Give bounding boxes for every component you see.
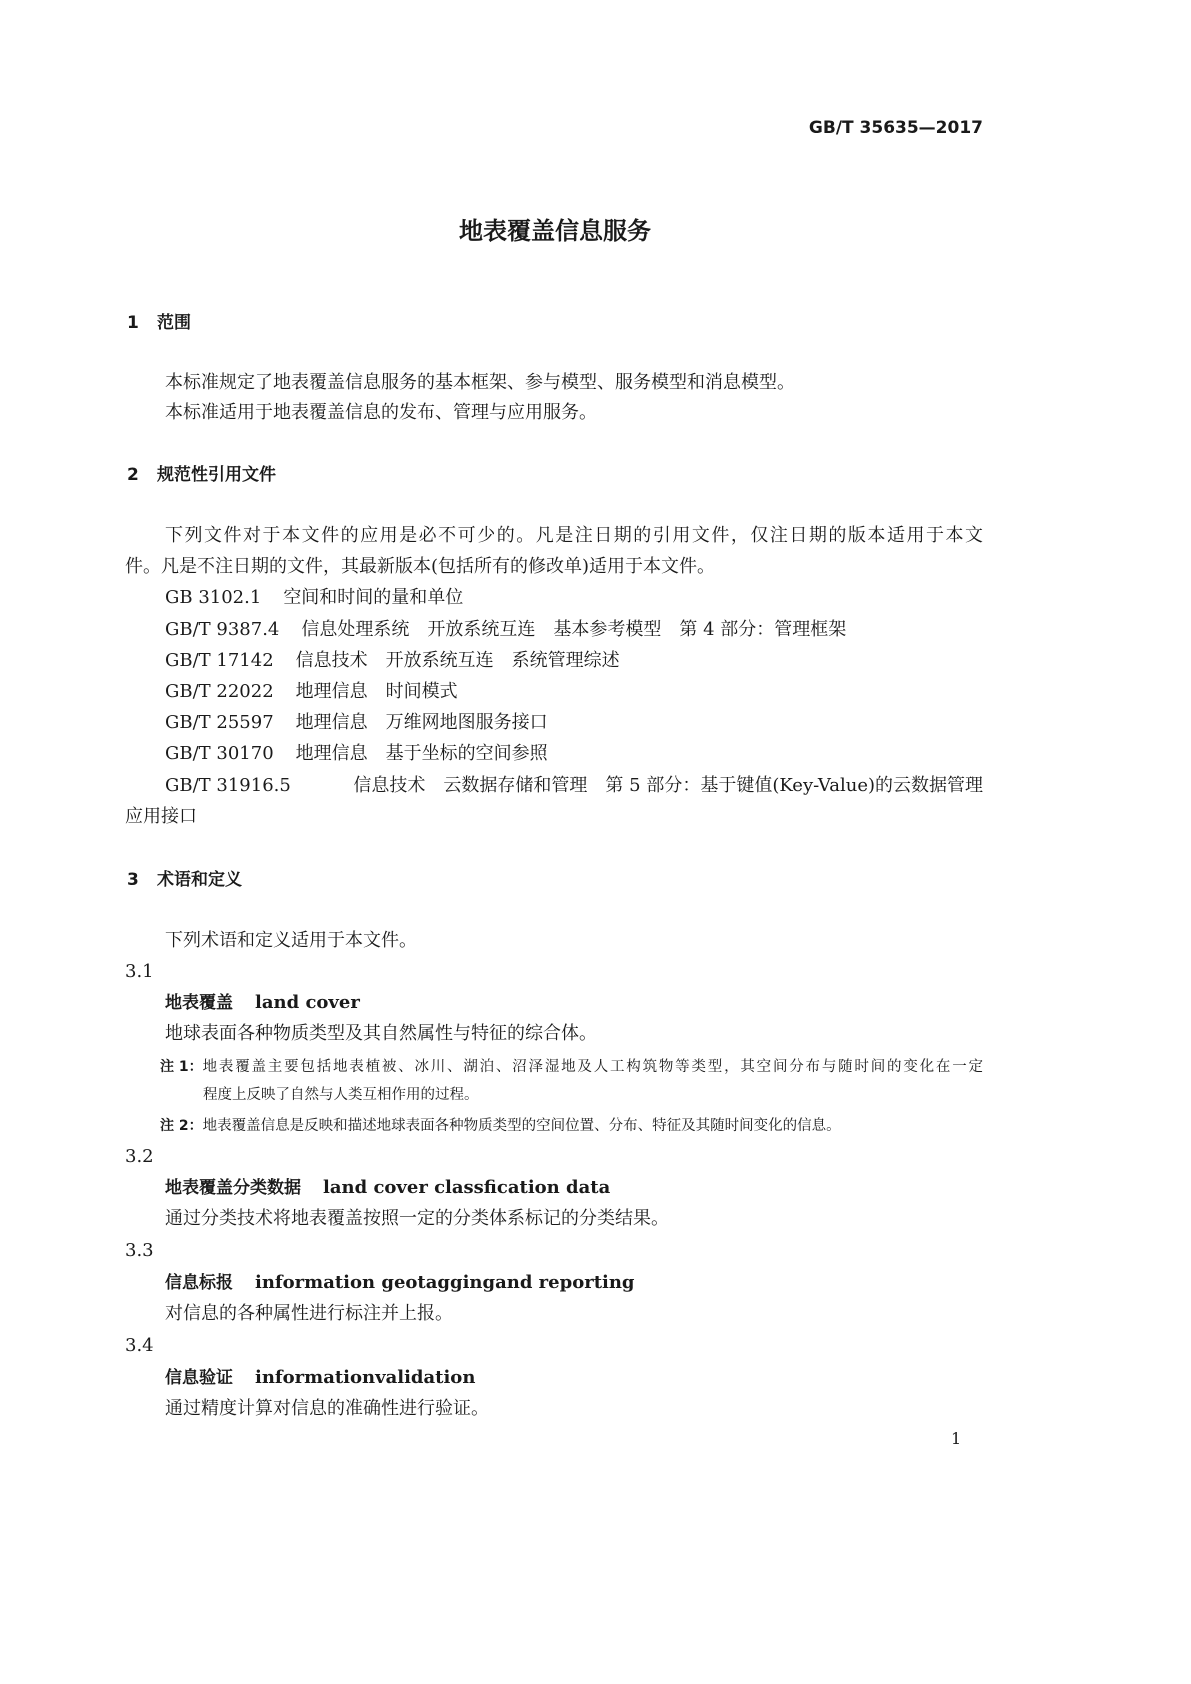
note-label: 注 2： [160, 1118, 203, 1134]
reference-item [165, 681, 458, 703]
term-en: land cover classfication data [323, 1177, 611, 1198]
note-text: 地表覆盖主要包括地表植被、冰川、湖泊、沼泽湿地及人工构筑物等类型，其空间分布与随时间的变化在一定 [202, 1059, 983, 1075]
term-number: 3.3 [125, 1240, 154, 1261]
reference-item [165, 619, 846, 641]
reference-title: 地理信息 基于坐标的空间参照 [295, 743, 548, 764]
term-zh: 地表覆盖分类数据 [165, 1178, 301, 1198]
reference-item [165, 775, 983, 797]
section-number: 1 [127, 313, 139, 333]
term-definition: 通过精度计算对信息的准确性进行验证。 [165, 1398, 489, 1419]
term-heading [165, 1272, 635, 1294]
reference-code: GB/T 9387.4 [165, 619, 280, 640]
reference-code: GB/T 30170 [165, 743, 274, 764]
note-label: 注 1： [160, 1059, 203, 1075]
reference-code: GB/T 22022 [165, 681, 274, 702]
section-1-heading [127, 312, 191, 334]
section-title: 范围 [157, 313, 191, 333]
reference-title: 空间和时间的量和单位 [283, 587, 464, 608]
note-2 [160, 1115, 841, 1137]
term-zh: 信息验证 [165, 1368, 233, 1388]
reference-code: GB 3102.1 [165, 587, 262, 608]
paragraph: 下列文件对于本文件的应用是必不可少的。凡是注日期的引用文件，仅注日期的版本适用于本文 [165, 525, 983, 546]
reference-code: GB/T 17142 [165, 650, 274, 671]
reference-title: 信息技术 云数据存储和管理 第 5 部分：基于键值(Key-Value)的云数据管理 [353, 775, 983, 796]
reference-item [165, 743, 548, 765]
reference-title: 地理信息 时间模式 [295, 681, 458, 702]
page-title: 地表覆盖信息服务 [459, 217, 651, 245]
term-heading [165, 992, 360, 1014]
term-definition: 通过分类技术将地表覆盖按照一定的分类体系标记的分类结果。 [165, 1208, 669, 1229]
reference-code: GB/T 25597 [165, 712, 274, 733]
term-heading [165, 1367, 475, 1389]
term-heading [165, 1177, 610, 1199]
note-text: 地表覆盖信息是反映和描述地球表面各种物质类型的空间位置、分布、特征及其随时间变化的信息。 [202, 1118, 841, 1134]
term-en: information geotaggingand reporting [255, 1272, 635, 1293]
section-title: 术语和定义 [157, 870, 242, 890]
note-1-continuation: 程度上反映了自然与人类互相作用的过程。 [203, 1087, 479, 1103]
section-number: 2 [127, 465, 139, 485]
paragraph: 本标准适用于地表覆盖信息的发布、管理与应用服务。 [165, 402, 597, 423]
reference-code: GB/T 31916.5 [165, 775, 291, 796]
term-en: informationvalidation [255, 1367, 476, 1388]
standard-number: GB/T 35635—2017 [808, 118, 983, 138]
reference-item [165, 650, 620, 672]
section-number: 3 [127, 870, 139, 890]
reference-continuation: 应用接口 [125, 806, 197, 827]
section-2-heading [127, 464, 276, 486]
paragraph: 件。凡是不注日期的文件，其最新版本(包括所有的修改单)适用于本文件。 [125, 556, 716, 577]
section-title: 规范性引用文件 [157, 465, 276, 485]
term-en: land cover [255, 992, 360, 1013]
reference-title: 信息处理系统 开放系统互连 基本参考模型 第 4 部分：管理框架 [301, 619, 847, 640]
reference-item [165, 587, 463, 609]
note-1 [160, 1056, 983, 1078]
reference-title: 信息技术 开放系统互连 系统管理综述 [295, 650, 620, 671]
paragraph: 本标准规定了地表覆盖信息服务的基本框架、参与模型、服务模型和消息模型。 [165, 372, 795, 393]
section-3-heading [127, 869, 242, 891]
term-definition: 地球表面各种物质类型及其自然属性与特征的综合体。 [165, 1023, 597, 1044]
term-number: 3.2 [125, 1146, 154, 1167]
term-definition: 对信息的各种属性进行标注并上报。 [165, 1303, 453, 1324]
term-number: 3.1 [125, 961, 154, 982]
paragraph: 下列术语和定义适用于本文件。 [165, 930, 417, 951]
page-number: 1 [951, 1429, 962, 1448]
term-number: 3.4 [125, 1335, 154, 1356]
reference-title: 地理信息 万维网地图服务接口 [295, 712, 548, 733]
reference-item [165, 712, 548, 734]
term-zh: 信息标报 [165, 1273, 233, 1293]
term-zh: 地表覆盖 [165, 993, 233, 1013]
